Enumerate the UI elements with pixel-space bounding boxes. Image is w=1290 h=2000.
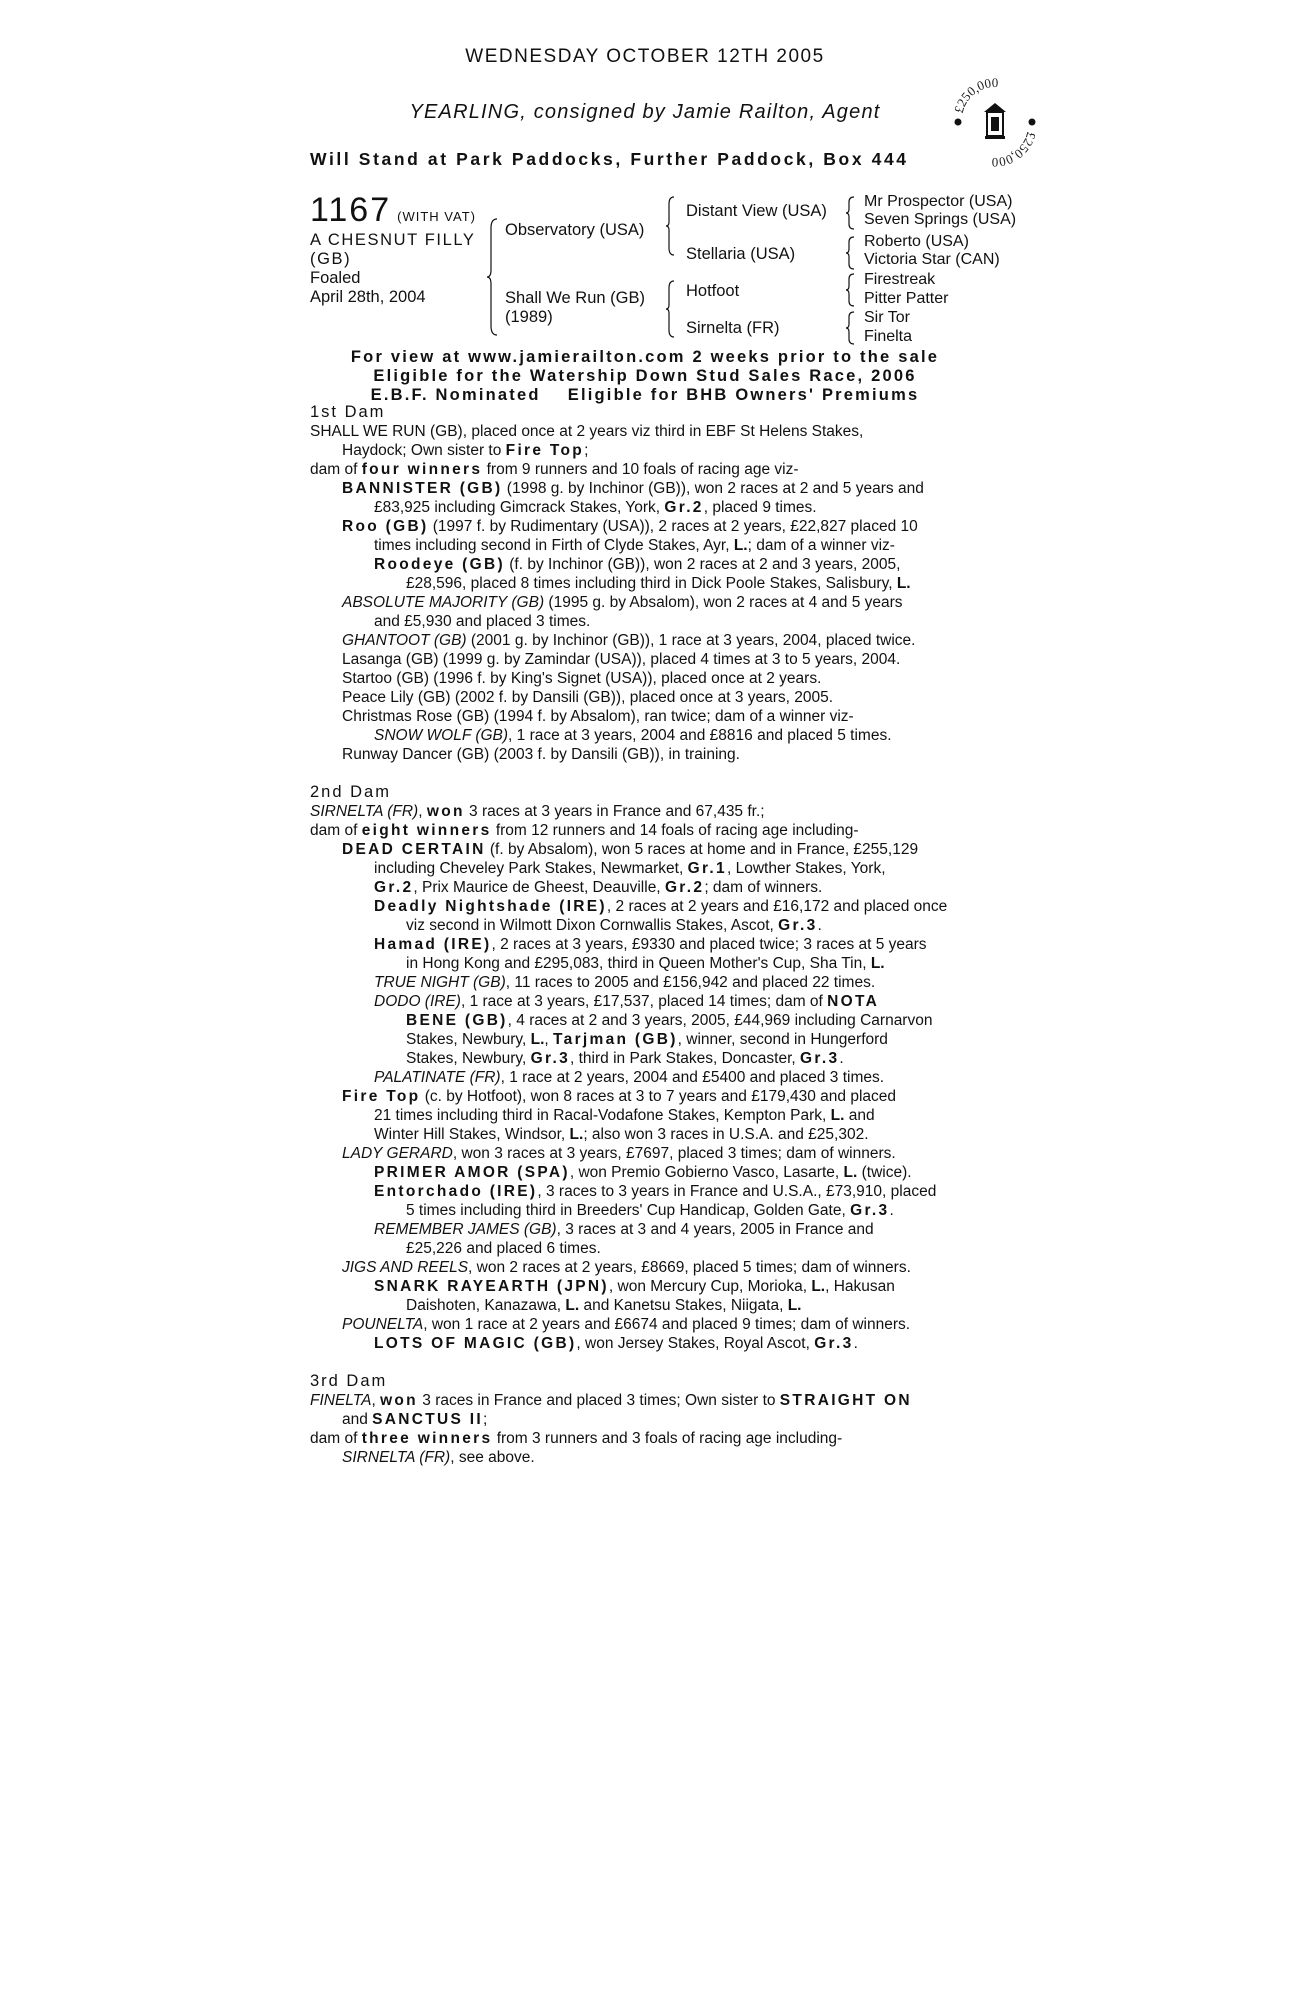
- pedigree-bracket-sire: [665, 196, 675, 256]
- pedigree-g3-3: Roberto (USA): [864, 233, 969, 250]
- second-dam-line: JIGS AND REELS, won 2 races at 2 years, £8669, placed 5 times; dam of winners.: [342, 1259, 911, 1276]
- foaled-label: Foaled: [310, 269, 361, 287]
- second-dam-line: DEAD CERTAIN (f. by Absalom), won 5 races at home and in France, £255,129: [342, 841, 919, 858]
- second-dam-line: LOTS OF MAGIC (GB), won Jersey Stakes, Royal Ascot, Gr.3.: [374, 1335, 858, 1352]
- lot-number-block: [310, 191, 476, 230]
- pedigree-bracket-dam: [665, 280, 675, 338]
- stamp-text-top: £250,000: [950, 74, 999, 115]
- pedigree-g3-2: Seven Springs (USA): [864, 211, 1017, 228]
- foaled-block: [310, 269, 426, 307]
- second-dam-line: Stakes, Newbury, L., Tarjman (GB), winner, second in Hungerford: [406, 1031, 888, 1048]
- pedigree-g3-1: Mr Prospector (USA): [864, 193, 1013, 210]
- second-dam-line: viz second in Wilmott Dixon Cornwallis Stakes, Ascot, Gr.3.: [406, 917, 822, 934]
- second-dam-line: Daishoten, Kanazawa, L. and Kanetsu Stakes, Niigata, L.: [406, 1297, 802, 1314]
- sale-date: WEDNESDAY OCTOBER 12TH 2005: [465, 46, 825, 67]
- second-dam-heading: 2nd Dam: [310, 783, 391, 801]
- first-dam-line: Runway Dancer (GB) (2003 f. by Dansili (GB)), in training.: [342, 746, 740, 763]
- second-dam-line: Stakes, Newbury, Gr.3, third in Park Stakes, Doncaster, Gr.3.: [406, 1050, 844, 1067]
- second-dam-line: DODO (IRE), 1 race at 3 years, £17,537, placed 14 times; dam of NOTA: [374, 993, 880, 1010]
- pedigree-sire: Observatory (USA): [505, 221, 645, 239]
- third-dam-heading: 3rd Dam: [310, 1372, 388, 1390]
- third-dam-line: and SANCTUS II;: [342, 1411, 488, 1428]
- foaled-date: April 28th, 2004: [310, 288, 426, 306]
- horse-description-line1: A CHESNUT FILLY: [310, 231, 476, 249]
- second-dam-line: PRIMER AMOR (SPA), won Premio Gobierno Vasco, Lasarte, L. (twice).: [374, 1164, 912, 1181]
- first-dam-damof: dam of four winners from 9 runners and 10 foals of racing age viz-: [310, 461, 799, 478]
- second-dam-line: £25,226 and placed 6 times.: [406, 1240, 601, 1257]
- second-dam-line: SIRNELTA (FR), won 3 races at 3 years in France and 67,435 fr.;: [310, 803, 765, 820]
- second-dam-line: POUNELTA, won 1 race at 2 years and £6674 and placed 9 times; dam of winners.: [342, 1316, 911, 1333]
- first-dam-line: SHALL WE RUN (GB), placed once at 2 years viz third in EBF St Helens Stakes,: [310, 423, 864, 440]
- second-dam-line: 5 times including third in Breeders' Cup Handicap, Golden Gate, Gr.3.: [406, 1202, 894, 1219]
- second-dam-line: LADY GERARD, won 3 races at 3 years, £7697, placed 3 times; dam of winners.: [342, 1145, 896, 1162]
- pedigree-dam-line2: (1989): [505, 308, 553, 326]
- first-dam-line: Roodeye (GB) (f. by Inchinor (GB)), won 2 races at 2 and 3 years, 2005,: [374, 556, 901, 573]
- pedigree-sire-sire: Distant View (USA): [686, 202, 827, 220]
- pedigree-dam-line1: Shall We Run (GB): [505, 289, 645, 307]
- pedigree-g3-6: Pitter Patter: [864, 290, 949, 307]
- pedigree-bracket-g3-2: [845, 236, 855, 270]
- pedigree-bracket-g3-4: [845, 311, 855, 345]
- second-dam-line: Entorchado (IRE), 3 races to 3 years in France and U.S.A., £73,910, placed: [374, 1183, 937, 1200]
- first-dam-line: Startoo (GB) (1996 f. by King's Signet (USA)), placed once at 2 years.: [342, 670, 822, 687]
- second-dam-line: SNARK RAYEARTH (JPN), won Mercury Cup, Morioka, L., Hakusan: [374, 1278, 895, 1295]
- pedigree-g3-7: Sir Tor: [864, 309, 910, 326]
- lot-number: 1167: [310, 191, 392, 229]
- consignment-line: YEARLING, consigned by Jamie Railton, Agent: [409, 101, 881, 123]
- first-dam-line: and £5,930 and placed 3 times.: [374, 613, 591, 630]
- second-dam-line: in Hong Kong and £295,083, third in Queen Mother's Cup, Sha Tin, L.: [406, 955, 885, 972]
- third-dam-damof: dam of three winners from 3 runners and 3 foals of racing age including-: [310, 1430, 843, 1447]
- first-dam-line: BANNISTER (GB) (1998 g. by Inchinor (GB)), won 2 races at 2 and 5 years and: [342, 480, 924, 497]
- second-dam-line: REMEMBER JAMES (GB), 3 races at 3 and 4 years, 2005 in France and: [374, 1221, 874, 1238]
- pedigree-g3-8: Finelta: [864, 328, 913, 345]
- pedigree-g3-5: Firestreak: [864, 271, 936, 288]
- produce-record: [310, 403, 1000, 1467]
- pedigree-bracket-g3-1: [845, 196, 855, 230]
- second-dam-line: TRUE NIGHT (GB), 11 races to 2005 and £156,942 and placed 22 times.: [374, 974, 876, 991]
- third-dam-line: FINELTA, won 3 races in France and placed 3 times; Own sister to STRAIGHT ON: [310, 1392, 912, 1409]
- first-dam-line: Roo (GB) (1997 f. by Rudimentary (USA)), 2 races at 2 years, £22,827 placed 10: [342, 518, 918, 535]
- third-dam-line: SIRNELTA (FR), see above.: [342, 1449, 535, 1466]
- second-dam-line: including Cheveley Park Stakes, Newmarket, Gr.1, Lowther Stakes, York,: [374, 860, 886, 877]
- second-dam-line: 21 times including third in Racal-Vodafone Stakes, Kempton Park, L. and: [374, 1107, 875, 1124]
- first-dam-line: times including second in Firth of Clyde Stakes, Ayr, L.; dam of a winner viz-: [374, 537, 895, 554]
- second-dam-line: PALATINATE (FR), 1 race at 2 years, 2004 and £5400 and placed 3 times.: [374, 1069, 885, 1086]
- second-dam-line: Hamad (IRE), 2 races at 3 years, £9330 and placed twice; 3 races at 5 years: [374, 936, 927, 953]
- first-dam-line: Haydock; Own sister to Fire Top;: [342, 442, 589, 459]
- first-dam-line: SNOW WOLF (GB), 1 race at 3 years, 2004 and £8816 and placed 5 times.: [374, 727, 892, 744]
- horse-description: [310, 231, 476, 269]
- vat-note: (WITH VAT): [397, 209, 476, 224]
- pedigree-bracket-g3-3: [845, 273, 855, 307]
- first-dam-line: £83,925 including Gimcrack Stakes, York, Gr.2, placed 9 times.: [374, 499, 817, 516]
- first-dam-line: Lasanga (GB) (1999 g. by Zamindar (USA)), placed 4 times at 3 to 5 years, 2004.: [342, 651, 901, 668]
- view-note: For view at www.jamierailton.com 2 weeks prior to the sale: [350, 348, 940, 366]
- second-dam-line: Deadly Nightshade (IRE), 2 races at 2 years and £16,172 and placed once: [374, 898, 948, 915]
- first-dam-line: Peace Lily (GB) (2002 f. by Dansili (GB)), placed once at 3 years, 2005.: [342, 689, 834, 706]
- second-dam-line: Winter Hill Stakes, Windsor, L.; also won 3 races in U.S.A. and £25,302.: [374, 1126, 869, 1143]
- pedigree-dam-sire: Hotfoot: [686, 282, 740, 300]
- horse-description-line2: (GB): [310, 250, 352, 268]
- first-dam-line: ABSOLUTE MAJORITY (GB) (1995 g. by Absalom), won 2 races at 4 and 5 years: [342, 594, 903, 611]
- second-dam-line: Gr.2, Prix Maurice de Gheest, Deauville, Gr.2; dam of winners.: [374, 879, 823, 896]
- stabling-location: Will Stand at Park Paddocks, Further Paddock, Box 444: [310, 149, 909, 169]
- second-dam-line: Fire Top (c. by Hotfoot), won 8 races at 3 to 7 years and £179,430 and placed: [342, 1088, 897, 1105]
- stamp-text-bottom: £250,000: [991, 130, 1040, 170]
- second-dam-line: BENE (GB), 4 races at 2 and 3 years, 2005, £44,969 including Carnarvon: [406, 1012, 933, 1029]
- pedigree-g3-4: Victoria Star (CAN): [864, 251, 1000, 268]
- bhb-note: Eligible for BHB Owners' Premiums: [567, 386, 920, 404]
- pedigree-sire-dam: Stellaria (USA): [686, 245, 796, 263]
- first-dam-heading: 1st Dam: [310, 403, 386, 421]
- second-dam-damof: dam of eight winners from 12 runners and 14 foals of racing age including-: [310, 822, 859, 839]
- first-dam-line: Christmas Rose (GB) (1994 f. by Absalom), ran twice; dam of a winner viz-: [342, 708, 854, 725]
- eligible-note: Eligible for the Watership Down Stud Sales Race, 2006: [373, 367, 917, 385]
- first-dam-line: GHANTOOT (GB) (2001 g. by Inchinor (GB)), 1 race at 3 years, 2004, placed twice.: [342, 632, 916, 649]
- first-dam-line: £28,596, placed 8 times including third in Dick Poole Stakes, Salisbury, L.: [406, 575, 911, 592]
- price-stamp-icon: [950, 70, 1040, 170]
- pedigree-dam-dam: Sirnelta (FR): [686, 319, 780, 337]
- pedigree-bracket-main: [486, 218, 498, 336]
- ebf-note: E.B.F. Nominated: [370, 386, 541, 404]
